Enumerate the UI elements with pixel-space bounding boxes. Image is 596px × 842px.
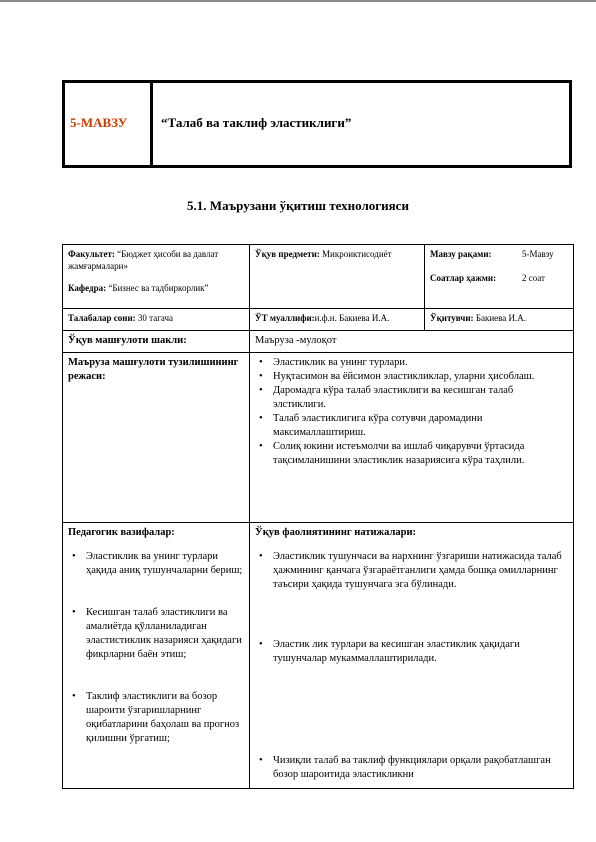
students-cell (63, 309, 250, 331)
list-item: • Даромадга кўра талаб эластиклиги ва кесишган талаб элстиклиги. (255, 384, 568, 412)
students-label: Талабалар сони: (68, 313, 136, 323)
subject-cell (250, 245, 425, 309)
table-row (63, 353, 574, 523)
form-value: Маъруза -мулоқот (250, 331, 574, 353)
list-item: • Таклиф эластиклиги ва бозор шароити ўзгаришларнинг оқибатларини баҳолаш ва прогноз қилишни ўргатиш; (68, 690, 244, 746)
form-label: Ўқув машғулоти шакли: (63, 331, 250, 353)
topic-no-label: Мавзу рақами: (430, 249, 492, 259)
topic-divider (150, 83, 153, 165)
table-row (63, 331, 574, 353)
list-item: • Чизиқли талаб ва таклиф функциялари орқали рақобатлашган бозор шароитида эластикликни (255, 754, 568, 782)
hours-label: Соатлар ҳажми: (430, 273, 497, 283)
topic-header-box (62, 80, 572, 168)
faculty-value: “Бюджет ҳисоби ва давлат жамғармалари» (68, 249, 219, 271)
plan-list (255, 356, 568, 468)
teacher-cell (425, 309, 574, 331)
teacher-value: Бакиева И.А. (475, 313, 527, 323)
faculty-cell (63, 245, 250, 309)
list-item: • Кесишган талаб эластиклиги ва амалиётда қўлланиладиган эластистиклик назарияси ҳақидаги фикрларни баён этиш; (68, 606, 244, 662)
page-top-border (0, 0, 596, 2)
teacher-label: Ўқитувчи: (430, 313, 474, 323)
table-row (63, 309, 574, 331)
table-row (63, 245, 574, 309)
lecture-info-table (62, 244, 574, 789)
plan-cell (250, 353, 574, 523)
table-row (63, 523, 574, 789)
list-item: • Эластиклик ва унинг турлари. (255, 356, 568, 370)
topic-no-value: 5-Мавзу (522, 249, 554, 259)
subject-value: Микроиктисодиёт (322, 249, 392, 259)
department-value: “Бизнес ва тадбиркорлик” (108, 283, 209, 293)
list-item: • Талаб эластиклигига кўра сотувчи даромадини максималлаштириш. (255, 412, 568, 440)
list-item: • Солиқ юкини истеъмолчи ва ишлаб чиқарувчи ўртасида тақсимланишини эластиклик назариясига кўра таҳлили. (255, 440, 568, 468)
pedagogical-label: Педагогик вазифалар: (68, 527, 175, 538)
hours-value: 2 соат (522, 273, 545, 283)
results-list (255, 550, 568, 782)
author-value: и.ф.н. Бакиева И.А. (314, 313, 390, 323)
pedagogical-cell (63, 523, 250, 789)
topic-number: 5-МАВЗУ (70, 115, 128, 130)
subject-label: Ўқув предмети: (255, 249, 320, 259)
plan-label: Маъруза машғулоти тузилишининг режаси: (63, 353, 250, 523)
results-cell (250, 523, 574, 789)
results-label: Ўқув фаолиятининг натижалари: (255, 527, 417, 538)
author-cell (250, 309, 425, 331)
pedagogical-list (68, 550, 244, 746)
topic-meta-cell (425, 245, 574, 309)
students-value: 30 тагача (137, 313, 174, 323)
author-label: ЎТ муаллифи: (255, 313, 315, 323)
list-item: • Эластик лик турлари ва кесишган эластиклик ҳақидаги тушунчалар мукаммаллаштирилади. (255, 638, 568, 666)
department-label: Кафедра: (68, 283, 107, 293)
list-item: • Эластиклик тушунчаси ва нархнинг ўзгариши натижасида талаб ҳажмининг қанчага ўзгараётганлиги ҳамда бошқа омилларнинг таъсири ҳақида тушунчага эга бўлинади. (255, 550, 568, 592)
topic-title: “Талаб ва таклиф эластиклиги” (161, 115, 352, 130)
list-item: • Эластиклик ва унинг турлари ҳақида аниқ тушунчаларни бериш; (68, 550, 244, 578)
list-item: • Нуқтасимон ва ёйсимон эластикликлар, уларни ҳисоблаш. (255, 370, 568, 384)
section-title: 5.1. Маърузани ўқитиш технологияси (187, 198, 409, 213)
faculty-label: Факультет: (68, 249, 115, 259)
